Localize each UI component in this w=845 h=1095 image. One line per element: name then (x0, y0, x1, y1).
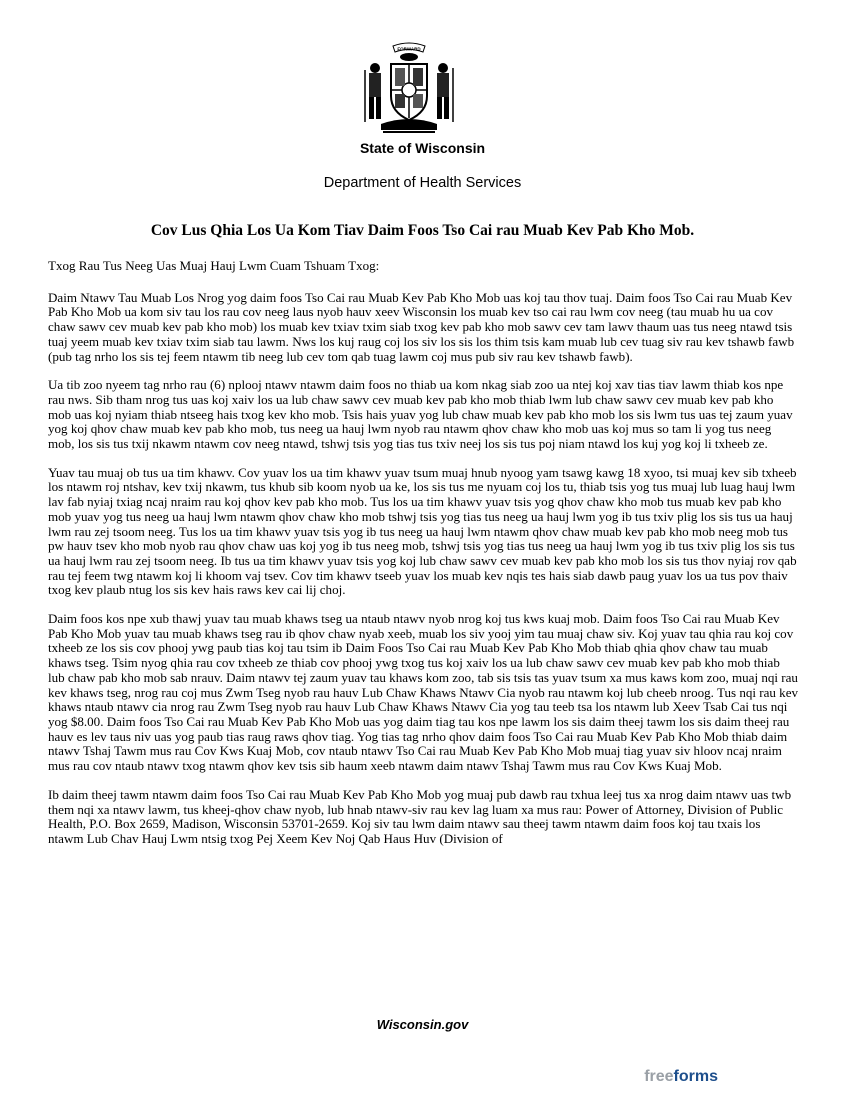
brand-free: free (644, 1068, 674, 1085)
brand-forms: forms (673, 1068, 718, 1085)
freeforms-logo (644, 1068, 718, 1086)
paragraph-reading: Ua tib zoo nyeem tag nrho rau (6) nplooj ntawv ntawm daim foos no thiab ua kom nkag siab zoo ua ntej koj xav tias tiav lawm thiab kos npe rau nws. Sib tham nrog tus uas koj xaiv los ua lub chaw sawv cev muab kev pab kho mob thiab lwm lub chaw sawv cev muab kev pab kho mob uas koj nyiam thiab ntseeg hais txog kev kho mob. Tsis hais yuav yog lub chaw muab kev pab kho mob los sis lwm tus uas tej zaum yuav yog koj qhov chaw muab kev pab kho mob, tus neeg ua hauj lwm nyob rau ntawm qhov chaw kho mob uas koj mus so tam li yog tus neeg mob, los sis tus txij nkawm ntawm cov neeg ntawd, tshwj tsis yog tias tus txiv neej los sis tus poj niam ntawd los kuj yog koj li txheeb ze. (48, 377, 793, 452)
greeting: Txog Rau Tus Neeg Uas Muaj Hauj Lwm Cuam Tshuam Txog: (48, 258, 380, 273)
department-name: Department of Health Services (323, 175, 522, 191)
document-title: Cov Lus Qhia Los Ua Kom Tiav Daim Foos Tso Cai rau Muab Kev Pab Kho Mob. (150, 222, 695, 239)
paragraph-witnesses: Yuav tau muaj ob tus ua tim khawv. Cov yuav los ua tim khawv yuav tsum muaj hnub nyoog yam tsawg kawg 18 xyoo, tsi muaj kev sib txheeb los ntawm roj ntshav, kev txij nkawm, tus khub sib koom nyob ua ke, los sis tus me nyuam coj los tu, thiab tsis yog tus muaj lub luag hauj lwm lav fab nyiaj txiag ncaj nraim rau koj qhov kev pab kho mob. Tus los ua tim khawv yuav tsis yog qhov chaw kho mob tus muab kev pab kho mob yuav yog tus neeg ua hauj lwm ntawm qhov chaw kho mob tshwj tsis yog tias tus neeg ua hauj lwm yog ib tus txiv plig los sis tus ua hauj lwm rau zej tsoom neeg. Tus los ua tim khawv yuav tsis yog ib tus neeg ua hauj lwm ntawm qhov chaw muab kev pab kho mob neeg mob tus pw hauv tsev kho mob nyob rau qhov chaw uas koj yog ib tus neeg mob, tshwj tsis yog tias tus neeg ua hauj lwm yog ib tus txiv plig los sis tus ua hauj lwm rau zej tsoom neeg. Ib tus ua tim khawv yuav tsis yog koj lub chaw sawv cev muab kev pab kho mob los sis tus thov nyiaj rov qab rau tej feem twg ntawm koj li khoom vaj tsev. Cov tim khawv tseeb yuav los muab kev nqis tes hais siab dawb paug yuav los ua tus pov thaiv txog kev plaub ntug los sis kev hais raws kev cai lij choj. (48, 464, 797, 598)
wisconsin-state-seal-icon (353, 40, 465, 140)
paragraph-storage: Daim foos kos npe xub thawj yuav tau muab khaws tseg ua ntaub ntawv nyob nrog koj tus kws kuaj mob. Daim foos Tso Cai rau Muab Kev Pab Kho Mob yuav tau muab khaws tseg rau ib qhov chaw nyab xeeb, muab los siv yooj yim tau muaj chaw siv. Koj yuav tau qhia rau koj cov txheeb ze los sis cov phooj ywg paub tias koj tau tsim ib Daim Foos Tso Cai rau Muab Kev Pab Kho Mob thiab qhia qhov chaw tau muab khaws tseg. Tsim nyog qhia rau cov txheeb ze thiab cov phooj ywg txog tus koj xaiv los ua lub chaw sawv cev muab kev pab kho mob thiab lub chaw pab kho mob sab nrauv. Daim ntawv tej zaum yuav tau khaws kom zoo, tab sis tsis tas yuav tsum xa mus kaws kom zoo, muaj nqi rau kev khaws tseg, nrog rau coj mus Zwm Tseg nyob rau hauv Lub Chaw Khaws Ntawv Cia nyob rau ntawm koj lub cheeb nroog. Tus nqi rau kev khaws ntaub ntawv cia nrog rau Zwm Tseg nyob rau hauv Lub Chaw Khaws Ntawv Cia yog tau teeb tsa los ntawm lub Xeev Tsab Cai tus nqi yog $8.00. Daim foos Tso Cai rau Muab Kev Pab Kho Mob uas yog daim tiag tau kos npe lawm los sis daim theej tawm los sis daim theej rau hauv es lev taus niv uas yog paub tias raug raws qhov tiag. Yog tias tag nrho qhov daim foos Tso Cai rau Muab Kev Pab Kho Mob thiab daim ntawv Tshaj Tawm mus rau Cov Kws Kuaj Mob, cov ntaub ntawv Tso Cai rau Muab Kev Pab Kho Mob muaj tiag yuav siv hloov ncaj nraim mus rau cov ntaub ntawv txog ntawm qhov kev tsis sib haum xeeb ntawm daim ntawv Tshaj Tawm mus rau Cov Kws Kuaj Mob. (48, 611, 799, 774)
paragraph-intro: Daim Ntawv Tau Muab Los Nrog yog daim foos Tso Cai rau Muab Kev Pab Kho Mob uas koj tau thov tuaj. Daim foos Tso Cai rau Muab Kev Pab Kho Mob ua kom siv tau los rau cov neeg laus nyob hauv xeev Wisconsin los muab kev tso cai rau lwm cov neeg (tau muab hu ua cov chaw sawv cev muab kev pab kho mob) los muab kev txiav txim siab txog kev pab kho mob sawv cev tam lawv thaum uas tus neeg ntawd tsis tuaj yeem muab kev txiav txim siab tau lawm. Nws los kuj raug coj los siv los sis los thim tsis kam muab lub cev tuag siv rau kev tshawb fawb (pub tag nrho los sis tej feem ntawm tib neeg lub cev tom qab tuag lawm coj mus pub siv rau kev tshawb fawb). (48, 289, 795, 364)
seal-motto: FORWARD (397, 46, 421, 52)
paragraph-copies: Ib daim theej tawm ntawm daim foos Tso Cai rau Muab Kev Pab Kho Mob yog muaj pub dawb rau txhua leej tus xa nrog daim ntawv uas twb them nqi xa ntawv lawm, tus kheej-qhov chaw nyob, lub hnab ntawv-siv rau kev lag luam xa mus rau: Power of Attorney, Division of Public Health, P.O. Box 2659, Madison, Wisconsin 53701-2659. Koj siv tau lwm daim ntawv sau theej tawm ntawm daim foos koj tau txais los ntawm Lub Chav Hauj Lwm ntsig txog Pej Xeem Kev Noj Qab Haus Huv (Division of (48, 786, 792, 846)
state-name: State of Wisconsin (359, 140, 486, 156)
footer-website: Wisconsin.gov (376, 1017, 469, 1032)
document-body (48, 259, 798, 861)
